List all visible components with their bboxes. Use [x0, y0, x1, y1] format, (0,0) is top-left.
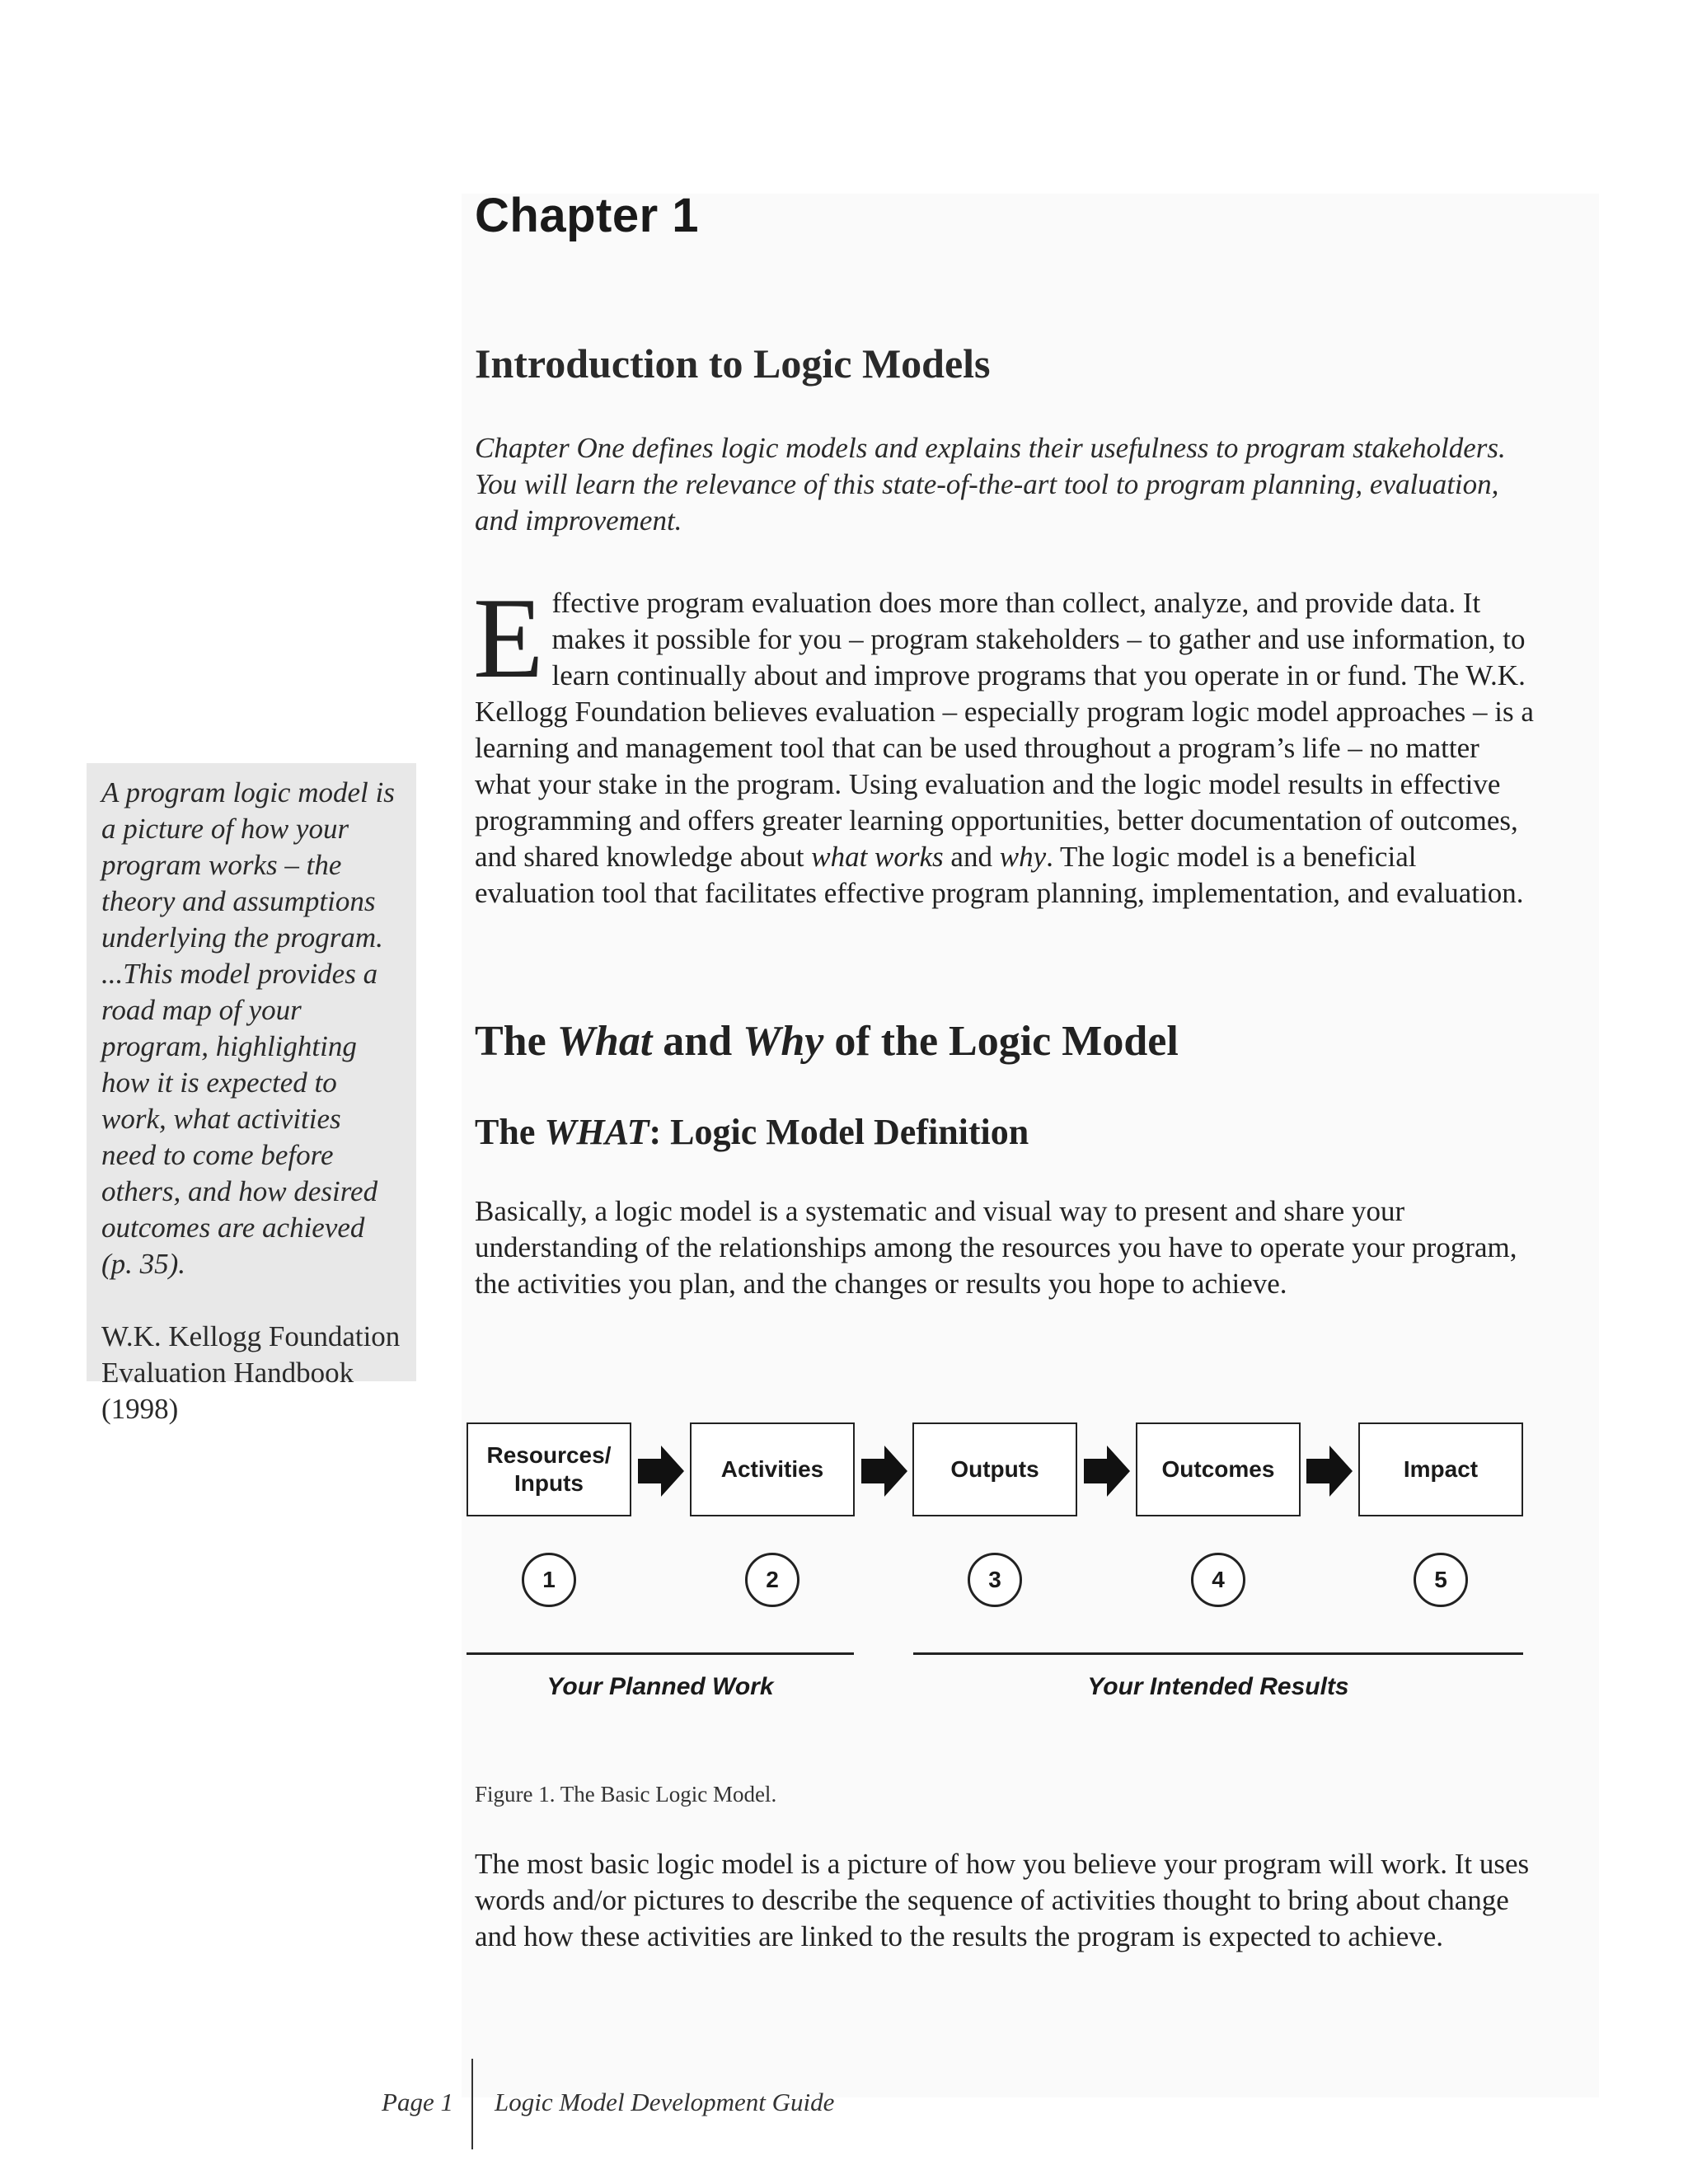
arrow-right-icon — [638, 1446, 684, 1497]
figure-caption: Figure 1. The Basic Logic Model. — [475, 1782, 777, 1807]
paragraph-basic-model: The most basic logic model is a picture of how you believe your program will work. It uses words and/or pictures to describe the sequence of activities thought to bring about change and how these activities are linked to the results the program is expected to achieve. — [475, 1848, 1530, 1952]
paragraph-evaluation — [473, 574, 1538, 912]
footer-divider — [471, 2059, 473, 2149]
footer-page-number: Page 1 — [382, 2088, 453, 2116]
step-number-2: 2 — [745, 1553, 799, 1607]
heading-what: What — [556, 1018, 653, 1065]
box-outputs — [912, 1422, 1077, 1516]
chapter-intro: Chapter One defines logic models and explains their usefulness to program stakeholders. You will learn the relevance of this state-of-the-art tool to program planning, evaluation, and improvement. — [475, 432, 1506, 537]
intended-results-rule — [913, 1652, 1523, 1655]
box-outputs-label: Outputs — [950, 1456, 1039, 1482]
paragraph-evaluation-text-c: . The logic model is a beneficial evaluation tool that facilitates effective program planning, implementation, and evaluation. — [475, 841, 1524, 909]
step-number-5: 5 — [1414, 1553, 1468, 1607]
arrow-right-icon — [1084, 1446, 1130, 1497]
heading-definition-pre: The — [475, 1112, 545, 1152]
box-impact — [1358, 1422, 1523, 1516]
heading-logic-model-definition — [475, 1111, 1029, 1153]
step-number-1: 1 — [522, 1553, 576, 1607]
emphasis-what-works: what works — [811, 841, 944, 873]
box-activities — [690, 1422, 855, 1516]
box-label-line1: Resources/ — [486, 1442, 612, 1468]
box-impact-label: Impact — [1403, 1456, 1479, 1482]
step-number-3: 3 — [968, 1553, 1022, 1607]
heading-definition-what: WHAT — [544, 1112, 649, 1152]
box-outcomes-label: Outcomes — [1161, 1456, 1275, 1482]
heading-what-and-why-mid: and — [652, 1018, 743, 1065]
intended-results-label: Your Intended Results — [1087, 1673, 1349, 1700]
box-label-line2: Inputs — [514, 1470, 584, 1496]
section-title: Introduction to Logic Models — [475, 340, 991, 387]
logic-model-figure — [462, 1409, 1533, 1797]
paragraph-evaluation-text-a: ffective program evaluation does more than collect, analyze, and provide data. It makes it possible for you – program stakeholders – to gather and use information, to learn continually about and improve programs that you operate in or fund. The W.K. Kellogg Foundation believes evaluation – especially program logic model approaches – is a learning and management tool that can be used throughout a program’s life – no matter what your stake in the program. Using evaluation and the logic model results in effective programming and offers greater learning opportunities, better documentation of outcomes, and shared knowledge about — [475, 587, 1534, 873]
box-resources-inputs — [467, 1422, 631, 1516]
paragraph-evaluation-text-b: and — [943, 841, 1000, 873]
box-outcomes — [1136, 1422, 1301, 1516]
emphasis-why: why — [999, 841, 1047, 873]
sidebar-source: W.K. Kellogg Foundation Evaluation Handbook (1998) — [101, 1320, 401, 1425]
chapter-title: Chapter 1 — [475, 189, 700, 242]
heading-what-and-why-pre: The — [475, 1018, 557, 1065]
heading-what-and-why-post: of the Logic Model — [823, 1018, 1179, 1065]
footer-document-title: Logic Model Development Guide — [495, 2088, 835, 2116]
arrow-right-icon — [861, 1446, 907, 1497]
arrow-right-icon — [1306, 1446, 1353, 1497]
step-number-4: 4 — [1191, 1553, 1245, 1607]
sidebar-quote: A program logic model is a picture of how your program works – the theory and assumptions underlying the program. ...This model provides a road map of your program, highlighting how it is expected to work, what activities need to come before others, and how desired outcomes are achieved (p. 35). — [101, 776, 395, 1280]
heading-definition-post: : Logic Model Definition — [649, 1112, 1029, 1152]
sidebar-quote-box — [87, 763, 416, 1425]
planned-work-label: Your Planned Work — [546, 1673, 774, 1700]
heading-what-and-why — [475, 1017, 1179, 1066]
box-resources-inputs-label — [487, 1441, 612, 1497]
heading-why: Why — [743, 1018, 824, 1065]
box-activities-label: Activities — [720, 1456, 824, 1482]
planned-work-rule — [467, 1652, 854, 1655]
drop-cap: E — [473, 574, 544, 702]
paragraph-definition: Basically, a logic model is a systematic and visual way to present and share your understanding of the relationships among the resources you have to operate your program, the activities you plan, and the changes or results you hope to achieve. — [475, 1195, 1517, 1300]
